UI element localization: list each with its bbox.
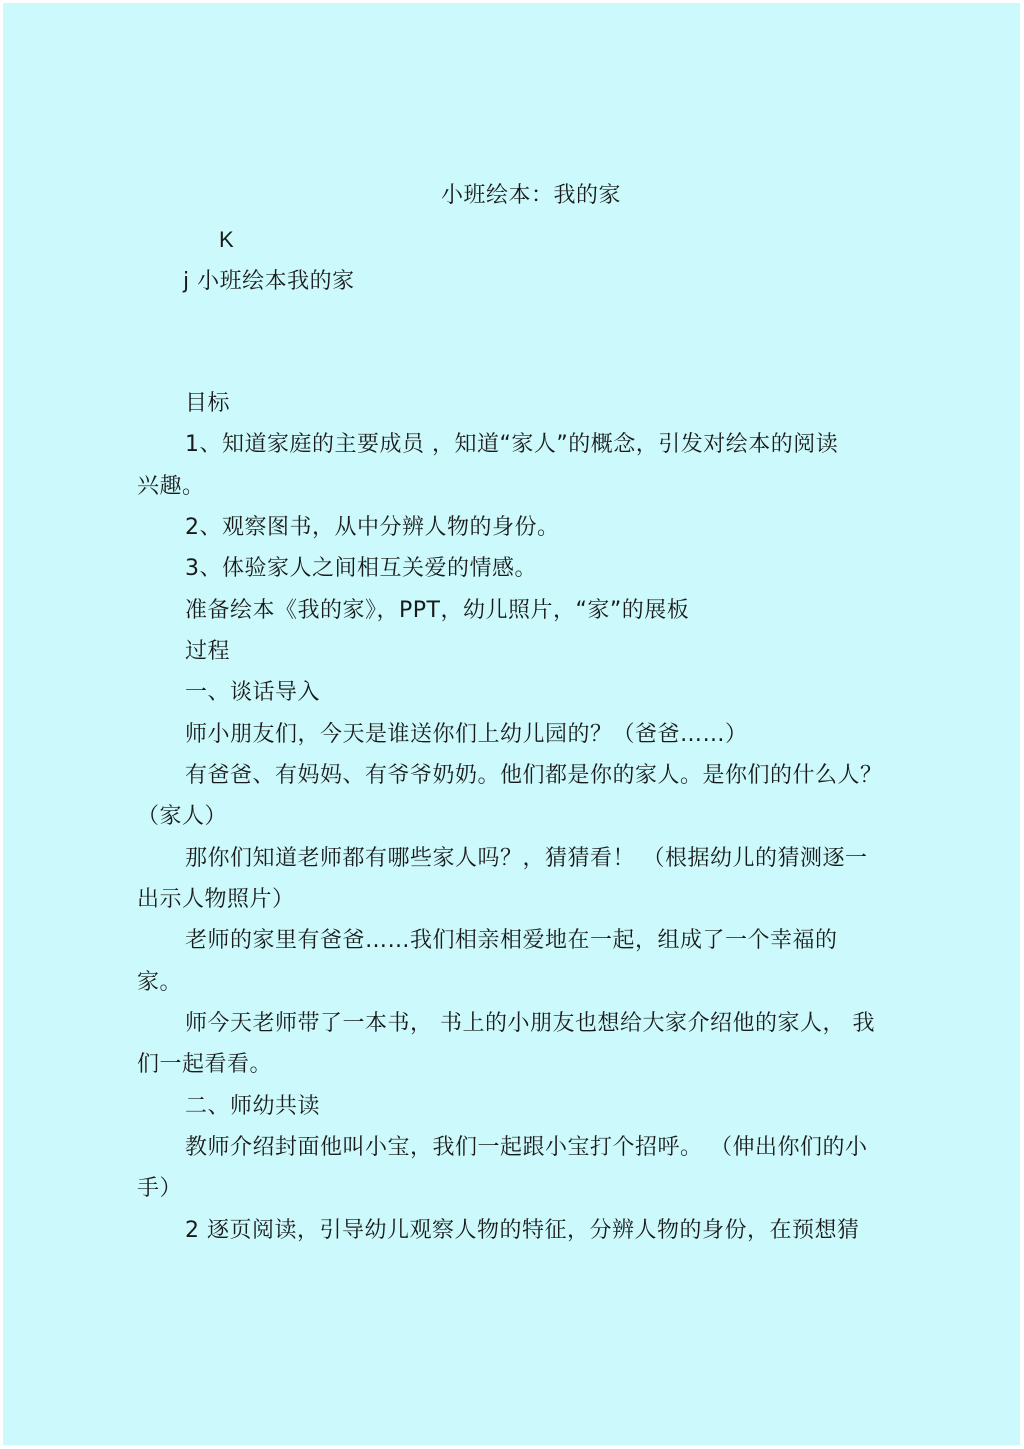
paragraph-line: 兴趣。 xyxy=(137,474,205,499)
document-page xyxy=(3,3,1020,1445)
paragraph-line: 出示人物照片） xyxy=(137,887,295,912)
paragraph-line: 手） xyxy=(137,1176,183,1201)
paragraph-line: 准备绘本《我的家》，PPT，幼儿照片，“家”的展板 xyxy=(185,598,690,623)
paragraph-line: 2 逐页阅读，引导幼儿观察人物的特征，分辨人物的身份，在预想猜 xyxy=(185,1218,860,1243)
paragraph-line: 3、体验家人之间相互关爱的情感。 xyxy=(185,556,537,581)
paragraph-line: 教师介绍封面他叫小宝，我们一起跟小宝打个招呼。 （伸出你们的小 xyxy=(185,1135,868,1160)
section-heading-goals: 目标 xyxy=(185,391,231,416)
section-heading-intro: 一、谈话导入 xyxy=(185,680,321,705)
paragraph-line: 们一起看看。 xyxy=(137,1052,273,1077)
paragraph-line: 有爸爸、有妈妈、有爷爷奶奶。他们都是你的家人。是你们的什么人？ xyxy=(185,763,883,788)
document-subtitle: j 小班绘本我的家 xyxy=(183,269,355,294)
paragraph-line: （家人） xyxy=(137,804,228,829)
paragraph-line: 师今天老师带了一本书， 书上的小朋友也想给大家介绍他的家人， 我 xyxy=(185,1011,875,1036)
paragraph-line: 家。 xyxy=(137,970,183,995)
paragraph-line: 师小朋友们，今天是谁送你们上幼儿园的？（爸爸……） xyxy=(185,722,748,747)
paragraph-line: 那你们知道老师都有哪些家人吗？，猜猜看！ （根据幼儿的猜测逐一 xyxy=(185,846,868,871)
section-heading-shared-reading: 二、师幼共读 xyxy=(185,1094,321,1119)
paragraph-line: 2、观察图书，从中分辨人物的身份。 xyxy=(185,515,560,540)
k-mark: K xyxy=(219,227,235,252)
document-title: 小班绘本：我的家 xyxy=(441,183,622,208)
paragraph-line: 1、知道家庭的主要成员 ，知道“家人”的概念，引发对绘本的阅读 xyxy=(185,432,839,457)
section-heading-process: 过程 xyxy=(185,639,231,664)
paragraph-line: 老师的家里有爸爸……我们相亲相爱地在一起，组成了一个幸福的 xyxy=(185,928,838,953)
